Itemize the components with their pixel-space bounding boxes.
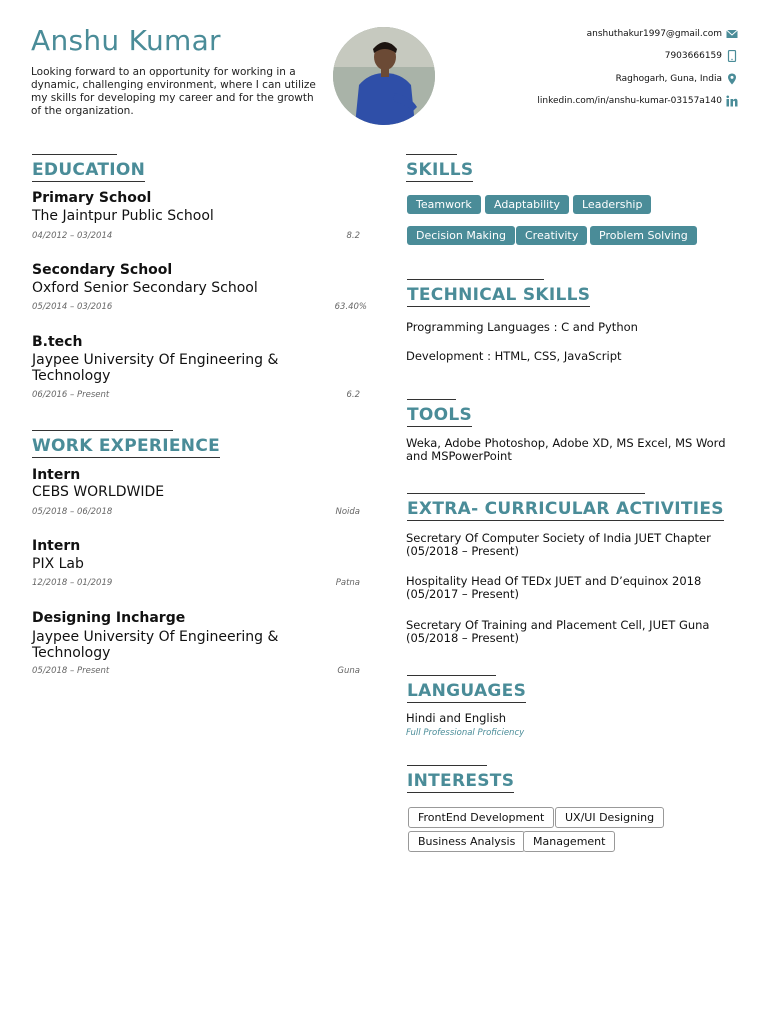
education-2-score: 63.40% xyxy=(334,302,367,312)
work-3-org: Jaypee University Of Engineering & Technology xyxy=(32,629,279,661)
work-2-meta xyxy=(32,578,360,588)
education-2-title: Secondary School xyxy=(32,262,173,278)
activity-text: Secretary Of Computer Society of India JUET Chapter xyxy=(406,531,711,545)
phone-text: 7903666159 xyxy=(664,51,722,61)
contact-phone[interactable] xyxy=(665,50,738,62)
education-1-school: The Jaintpur Public School xyxy=(32,208,214,224)
work-1-place: Noida xyxy=(335,507,360,517)
email-text: anshuthakur1997@gmail.com xyxy=(586,29,722,39)
education-3-dates: 06/2016 – Present xyxy=(32,390,110,400)
technical-skill-item: Development : HTML, CSS, JavaScript xyxy=(406,349,622,363)
activity-text: Hospitality Head Of TEDx JUET and D’equinox 2018 xyxy=(406,574,702,588)
linkedin-icon xyxy=(726,95,738,107)
linkedin-text: linkedin.com/in/anshu-kumar-03157a140 xyxy=(537,96,722,106)
activity-text: Secretary Of Training and Placement Cell, JUET Guna xyxy=(406,618,710,632)
language-proficiency: Full Professional Proficiency xyxy=(406,728,525,738)
work-1-dates: 05/2018 – 06/2018 xyxy=(32,507,113,517)
activity-dates: (05/2018 – Present) xyxy=(406,544,519,558)
contact-email[interactable] xyxy=(587,28,738,40)
education-3-score: 6.2 xyxy=(346,390,360,400)
education-1-score: 8.2 xyxy=(346,231,360,241)
technical-skills-heading: TECHNICAL SKILLS xyxy=(407,285,591,305)
activity-item-2 xyxy=(406,575,736,601)
location-text: Raghogarh, Guna, India xyxy=(615,74,722,84)
interests-heading: INTERESTS xyxy=(407,771,515,791)
work-2-dates: 12/2018 – 01/2019 xyxy=(32,578,113,588)
skill-tag: Decision Making xyxy=(407,226,515,245)
tools-text: Weka, Adobe Photoshop, Adobe XD, MS Excel, MS Word and MSPowerPoint xyxy=(406,436,726,463)
skill-tag: Adaptability xyxy=(485,195,569,214)
interest-tag: Business Analysis xyxy=(408,831,525,852)
work-1-meta xyxy=(32,507,360,517)
work-2-title: Intern xyxy=(32,538,81,554)
work-1-org: CEBS WORLDWIDE xyxy=(32,484,165,500)
education-1-title: Primary School xyxy=(32,190,152,206)
education-2-dates: 05/2014 – 03/2016 xyxy=(32,302,113,312)
activity-item-3 xyxy=(406,619,736,645)
candidate-name: Anshu Kumar xyxy=(31,24,221,57)
skill-tag: Teamwork xyxy=(407,195,481,214)
work-3-place: Guna xyxy=(337,666,360,676)
interest-tag: Management xyxy=(523,831,615,852)
education-heading: EDUCATION xyxy=(32,160,146,180)
education-3-meta xyxy=(32,390,360,400)
work-3-title: Designing Incharge xyxy=(32,610,186,626)
languages-text: Hindi and English xyxy=(406,711,507,725)
education-3-school: Jaypee University Of Engineering & Technology xyxy=(32,352,279,384)
profile-photo xyxy=(333,27,435,125)
skills-heading: SKILLS xyxy=(406,160,474,180)
education-2-meta xyxy=(32,302,367,312)
education-1-dates: 04/2012 – 03/2014 xyxy=(32,231,113,241)
activity-dates: (05/2017 – Present) xyxy=(406,587,519,601)
education-1-meta xyxy=(32,231,360,241)
work-experience-heading: WORK EXPERIENCE xyxy=(32,436,221,456)
interest-tag: FrontEnd Development xyxy=(408,807,554,828)
location-pin-icon xyxy=(726,73,738,85)
skill-tag: Leadership xyxy=(573,195,651,214)
skill-tag: Problem Solving xyxy=(590,226,697,245)
languages-heading: LANGUAGES xyxy=(407,681,527,701)
activity-dates: (05/2018 – Present) xyxy=(406,631,519,645)
work-3-meta xyxy=(32,666,360,676)
work-2-org: PIX Lab xyxy=(32,556,84,572)
work-1-title: Intern xyxy=(32,467,81,483)
email-icon xyxy=(726,28,738,40)
work-2-place: Patna xyxy=(335,578,360,588)
interest-tag: UX/UI Designing xyxy=(555,807,664,828)
education-2-school: Oxford Senior Secondary School xyxy=(32,280,258,296)
phone-icon xyxy=(726,50,738,62)
contact-location xyxy=(616,73,738,85)
education-3-title: B.tech xyxy=(32,334,83,350)
tools-heading: TOOLS xyxy=(407,405,473,425)
extra-curricular-heading: EXTRA- CURRICULAR ACTIVITIES xyxy=(407,499,724,519)
technical-skill-item: Programming Languages : C and Python xyxy=(406,320,638,334)
activity-item-1 xyxy=(406,532,736,558)
profile-summary: Looking forward to an opportunity for working in a dynamic, challenging environment, where I can utilize my skills for developing my career and for the growth of the organization. xyxy=(31,66,316,117)
work-3-dates: 05/2018 – Present xyxy=(32,666,110,676)
skill-tag: Creativity xyxy=(516,226,587,245)
contact-linkedin[interactable] xyxy=(537,95,738,107)
